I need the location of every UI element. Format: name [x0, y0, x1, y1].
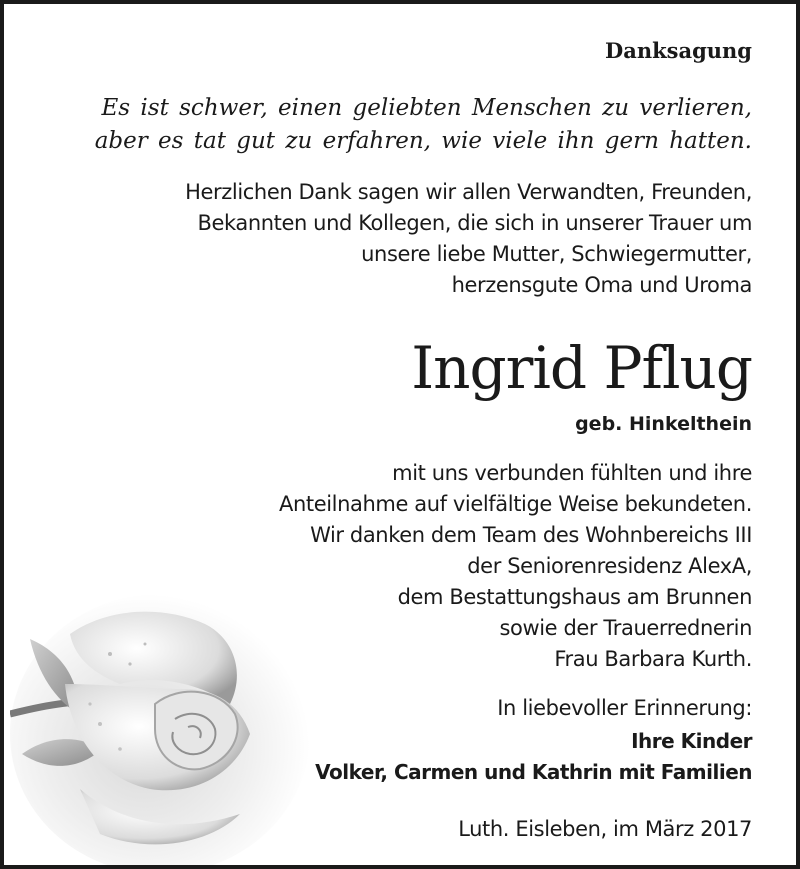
thanks-intro	[185, 177, 752, 301]
maiden-name: geb. Hinkelthein	[575, 413, 752, 435]
memorial-quote	[44, 92, 752, 158]
intro-line: Herzlichen Dank sagen wir allen Verwandten, Freunden,	[185, 180, 752, 204]
intro-line: unsere liebe Mutter, Schwiegermutter,	[361, 242, 752, 266]
body-line: Wir danken dem Team des Wohnbereichs III	[310, 523, 752, 547]
signers	[315, 726, 752, 788]
body-line: der Seniorenresidenz AlexA,	[467, 554, 752, 578]
body-line: Anteilnahme auf vielfältige Weise bekundeten.	[279, 492, 752, 516]
quote-line: Es ist schwer, einen geliebten Menschen zu verlieren,	[101, 95, 752, 121]
quote-line: aber es tat gut zu erfahren, wie viele ihn gern hatten.	[94, 128, 752, 154]
intro-line: herzensgute Oma und Uroma	[451, 273, 752, 297]
body-line: Frau Barbara Kurth.	[554, 647, 752, 671]
memory-line: In liebevoller Erinnerung:	[497, 696, 752, 720]
place-date: Luth. Eisleben, im März 2017	[458, 817, 752, 841]
signer-line: Ihre Kinder	[631, 729, 752, 753]
intro-line: Bekannten und Kollegen, die sich in unserer Trauer um	[197, 211, 752, 235]
signer-line: Volker, Carmen und Kathrin mit Familien	[315, 760, 752, 784]
thanks-body	[279, 458, 752, 675]
deceased-name: Ingrid Pflug	[411, 334, 752, 402]
white-rose-image	[10, 564, 310, 869]
body-line: sowie der Trauerrednerin	[499, 616, 752, 640]
notice-heading: Danksagung	[605, 38, 752, 63]
body-line: mit uns verbunden fühlten und ihre	[392, 461, 752, 485]
body-line: dem Bestattungshaus am Brunnen	[397, 585, 752, 609]
